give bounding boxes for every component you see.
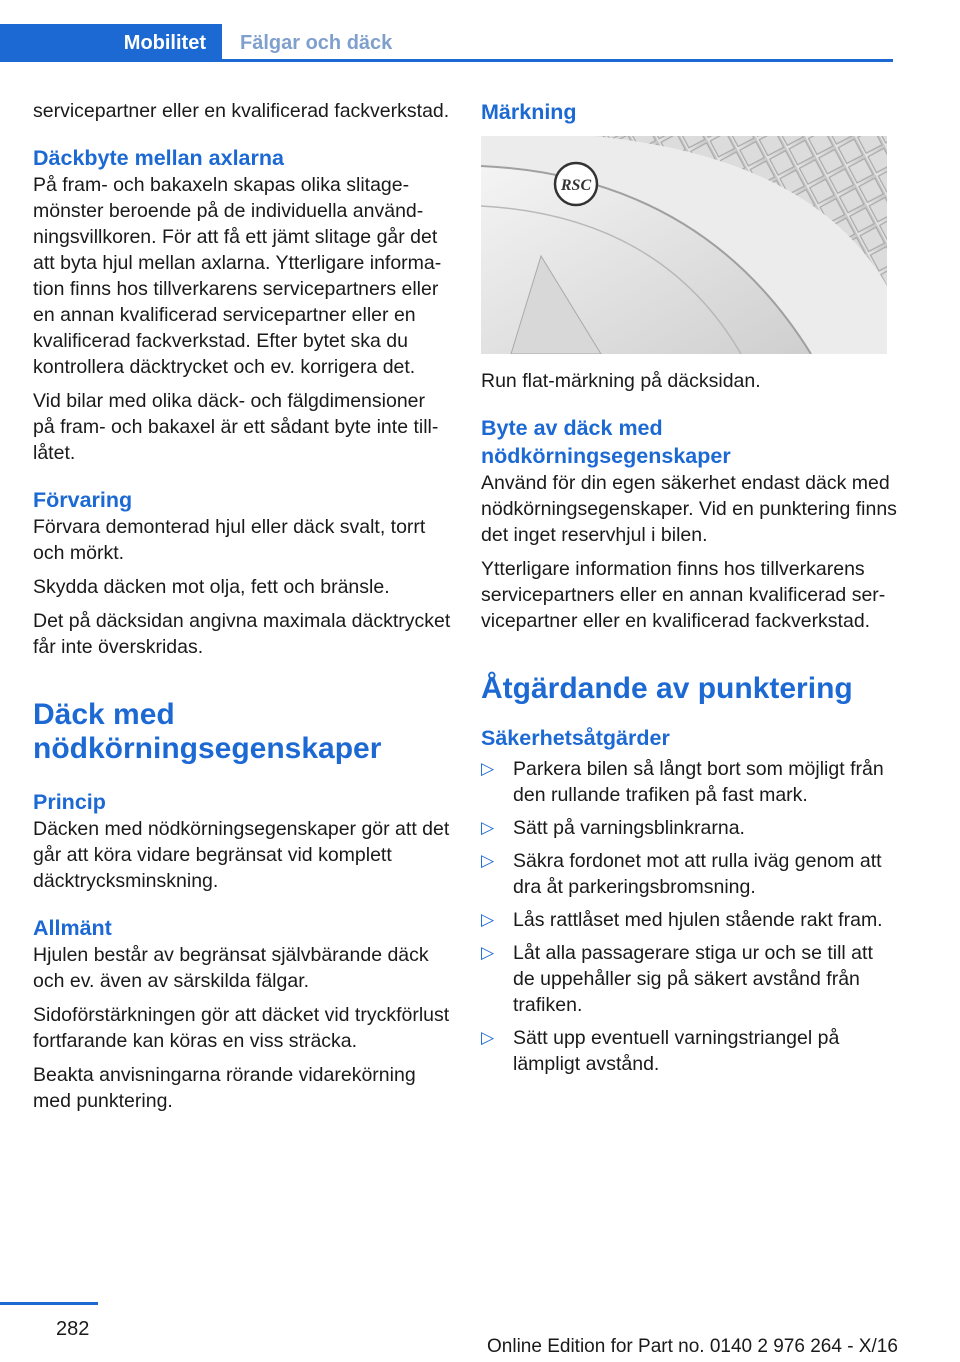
axle-paragraph-1: På fram- och bakaxeln skapas olika slitagemönster beroende på de individuella användningsvillkoren. För att få ett jämt slitage går det att byta hjul mellan axlarna. Ytterligare information finns hos tillverkarens servicepartners eller en annan kvalificerad servicepartner eller en kvalificerad fackverkstad. Efter bytet ska du kontrollera däcktrycket och ev. korrigera det. [33,174,442,378]
tab-chapter[interactable]: Fälgar och däck [240,31,393,54]
bullet-triangle-icon: ▷ [481,818,495,837]
header-tab-bar [0,24,893,62]
change-paragraph-1: Använd för din egen säkerhet endast däck med nödkörningsegenskaper. Vid en punktering finns det inget reservhjul i bilen. [481,472,897,546]
axle-paragraph-2: Vid bilar med olika däck- och fälgdimensioner på fram- och bakaxel är ett sådant byte inte tilllåtet. [33,390,439,464]
left-column [33,98,451,1122]
heading-safety-measures: Säkerhetsåtgärder [481,726,670,750]
storage-paragraph-2: Skydda däcken mot olja, fett och bränsle. [33,576,390,598]
list-item: ▷ Sätt på varningsblinkrarna. [481,817,745,839]
principle-paragraph: Däcken med nödkörningsegenskaper gör att det går att köra vidare begränsat vid komplett däcktrycksminskning. [33,818,450,892]
bullet-triangle-icon: ▷ [481,1028,495,1047]
heading-axle-swap: Däckbyte mellan axlarna [33,146,284,170]
tire-sidewall-figure [481,136,887,354]
storage-paragraph-3: Det på däcksidan angivna maximala däcktrycket får inte överskridas. [33,610,451,658]
general-paragraph-1: Hjulen består av begränsat självbärande däck och ev. även av särskilda fälgar. [33,944,429,992]
heading-general: Allmänt [33,916,112,940]
intro-text: servicepartner eller en kvalificerad fackverkstad. [33,100,450,122]
figure-caption: Run flat-märkning på däcksidan. [481,370,761,392]
general-paragraph-2: Sidoförstärkningen gör att däcket vid tryckförlust fortfarande kan köras en viss sträcka. [33,1004,450,1052]
edition-note: Online Edition for Part no. 0140 2 976 264 - X/16 [487,1336,898,1357]
change-paragraph-2: Ytterligare information finns hos tillverkarens servicepartners eller en annan kvalificerad servicepartner eller en kvalificerad fackverkstad. [481,558,886,632]
rsc-logo [555,163,597,205]
bullet-triangle-icon: ▷ [481,759,495,778]
list-item: ▷ Parkera bilen så långt bort som möjligt från den rullande trafiken på fast mark. [481,758,884,806]
bullet-triangle-icon: ▷ [481,851,495,870]
heading-principle: Princip [33,790,106,814]
footer-rule [0,1302,98,1305]
heading-marking: Märkning [481,100,577,124]
general-paragraph-3: Beakta anvisningarna rörande vidarekörning med punktering. [33,1064,416,1112]
list-item: ▷ Sätt upp eventuell varningstriangel på lämpligt avstånd. [481,1027,840,1075]
bullet-triangle-icon: ▷ [481,910,495,929]
storage-paragraph-1: Förvara demonterad hjul eller däck svalt, torrt och mörkt. [33,516,426,564]
list-item: ▷ Säkra fordonet mot att rulla iväg genom att dra åt parkeringsbromsning. [481,850,882,898]
bullet-triangle-icon: ▷ [481,943,495,962]
list-item: ▷ Lås rattlåset med hjulen stående rakt fram. [481,909,883,931]
list-item: ▷ Låt alla passagerare stiga ur och se till att de uppehåller sig på säkert avstånd från trafiken. [481,942,873,1016]
safety-steps-list [481,756,899,1077]
heading-puncture-repair: Åtgärdande av punktering [481,672,853,705]
heading-runflat-tires: Däck med nödkörningsegenskaper [33,698,382,765]
heading-storage: Förvaring [33,488,133,512]
page-number: 282 [56,1318,90,1340]
heading-change-runflat: Byte av däck med nödkörningsegenskaper [481,416,731,468]
right-column [481,98,899,1084]
svg-text:RSC: RSC [560,177,592,194]
tab-section[interactable]: Mobilitet [0,24,222,62]
header-rule [0,59,893,62]
